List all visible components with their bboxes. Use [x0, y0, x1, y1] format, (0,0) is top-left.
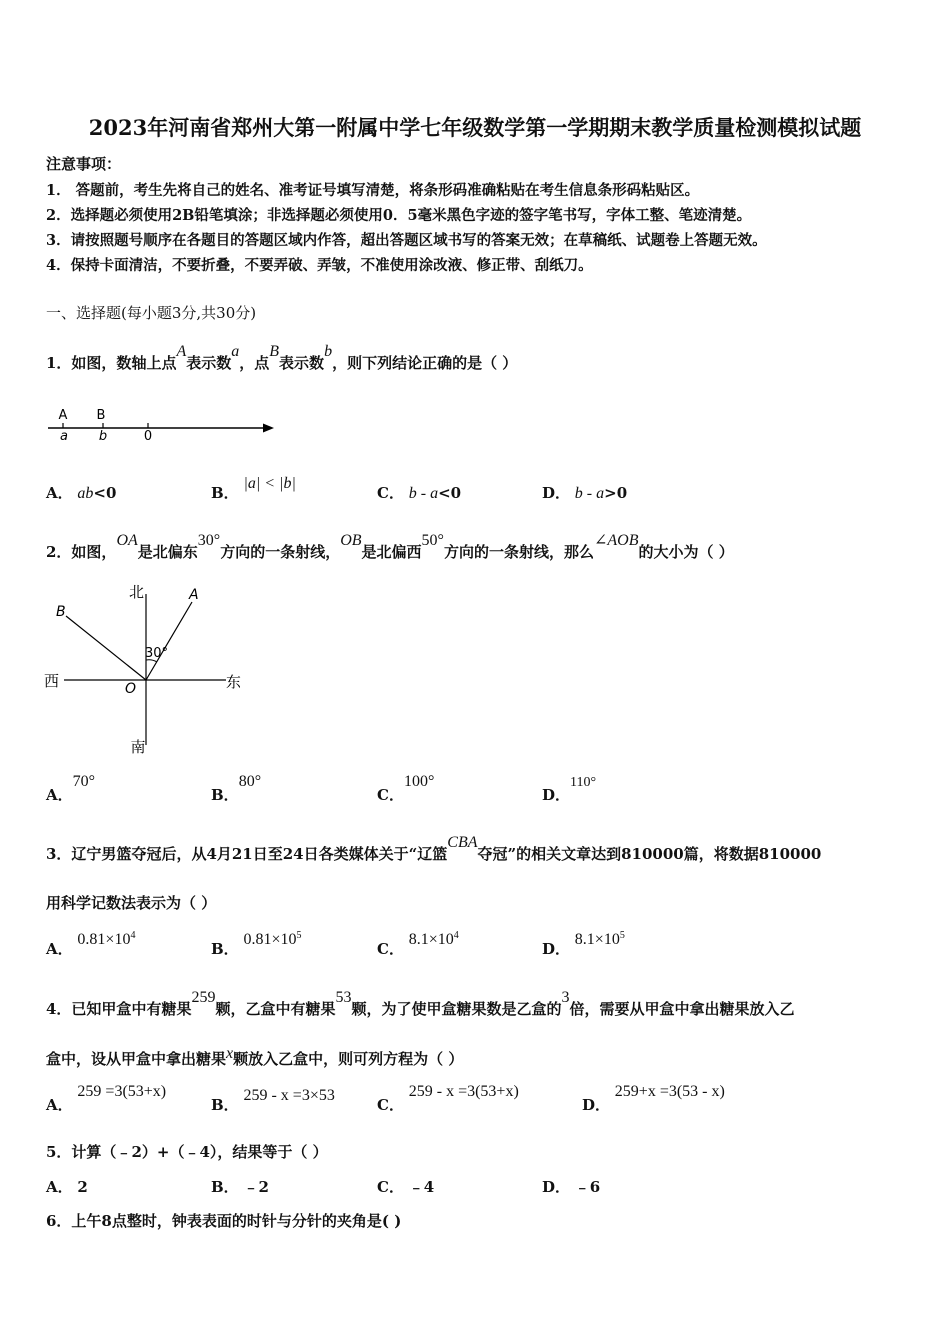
- notes-heading: 注意事项：: [46, 155, 122, 173]
- zero-label: 0: [143, 429, 153, 444]
- q3-option-d[interactable]: D． $8.1\times 10^5$: [542, 930, 625, 958]
- q4-n3: 3: [561, 989, 570, 1006]
- q5-option-c[interactable]: C． ﹣4: [377, 1178, 435, 1196]
- origin-O-label: O: [125, 681, 137, 697]
- south-label: 南: [130, 738, 146, 756]
- q4-option-a[interactable]: A． 259 =3(53+x): [46, 1083, 167, 1114]
- page-title: 2023年河南省郑州大第一附属中学七年级数学第一学期期末教学质量检测模拟试题: [88, 115, 862, 140]
- q1-text: ，点: [239, 354, 270, 372]
- q3-option-a[interactable]: A． $0.81\times 10^4$: [46, 930, 136, 958]
- q5-option-d[interactable]: D． ﹣6: [542, 1178, 601, 1196]
- q2-option-b[interactable]: B．80°: [211, 773, 262, 804]
- q4-n1: 259: [191, 989, 216, 1006]
- number-line-figure: [44, 400, 284, 448]
- q4-x: x: [226, 1045, 234, 1062]
- ray-A-label: A: [189, 587, 199, 603]
- ray-B-label: B: [56, 604, 66, 620]
- q5-option-b[interactable]: B． ﹣2: [211, 1178, 269, 1196]
- q1-option-b[interactable]: B． |a| < |b|: [211, 475, 296, 502]
- q2-deg1: 30°: [197, 532, 221, 549]
- ray-OA: [146, 602, 192, 680]
- q2-text: 的大小为（ ）: [638, 543, 734, 561]
- q4-option-d[interactable]: D． 259+x =3(53 - x): [582, 1083, 725, 1114]
- q4-text: 4．已知甲盒中有糖果: [46, 1000, 192, 1018]
- angle-label: 30°: [145, 646, 169, 661]
- question-2: [46, 532, 734, 562]
- q4-option-b[interactable]: B． 259 - x =3×53: [211, 1087, 335, 1114]
- q2-angle: ∠AOB: [593, 532, 639, 549]
- q4-n2: 53: [335, 989, 352, 1006]
- q2-text: 是北偏西: [361, 543, 422, 561]
- q5-option-a[interactable]: A． 2: [46, 1178, 88, 1196]
- q3-option-b[interactable]: B． $0.81\times 10^5$: [211, 930, 302, 958]
- q1-var-A: A: [176, 343, 187, 360]
- q2-option-d[interactable]: D．110°: [542, 775, 597, 804]
- compass-figure: [40, 580, 260, 758]
- q2-text: 方向的一条射线，那么: [443, 543, 594, 561]
- q4-text: 盒中，设从甲盒中拿出糖果: [46, 1050, 227, 1068]
- q1-text: 表示数: [186, 354, 232, 372]
- question-4-line2: [46, 1045, 464, 1069]
- q3-cba: CBA: [447, 834, 478, 851]
- q1-option-c[interactable]: C． b - a<0: [377, 484, 462, 502]
- note-item: 2．选择题必须使用2B铅笔填涂；非选择题必须使用0．5毫米黑色字迹的签字笔书写，字体工整、笔迹清楚。: [46, 207, 752, 224]
- number-line-arrow: [263, 424, 274, 433]
- q2-text: 方向的一条射线，: [220, 543, 341, 561]
- q4-option-c[interactable]: C． 259 - x =3(53+x): [377, 1083, 519, 1114]
- q1-text: 1．如图，数轴上点: [46, 354, 177, 372]
- note-item: 3．请按照题号顺序在各题目的答题区域内作答，超出答题区域书写的答案无效；在草稿纸、试题卷上答题无效。: [46, 232, 767, 249]
- question-3: [46, 834, 822, 864]
- q2-text: 是北偏东: [137, 543, 198, 561]
- value-b-label: b: [98, 429, 108, 444]
- question-4: [46, 989, 795, 1019]
- q3-text: 3．辽宁男篮夺冠后，从4月21日至24日各类媒体关于“辽篮: [46, 845, 448, 863]
- q1-text: ，则下列结论正确的是（ ）: [332, 354, 518, 372]
- q3-option-c[interactable]: C． $8.1\times 10^4$: [377, 930, 459, 958]
- value-a-label: a: [60, 429, 68, 444]
- point-B-label: B: [96, 408, 106, 423]
- q2-option-c[interactable]: C．100°: [377, 773, 435, 804]
- q1-var-B: B: [269, 343, 280, 360]
- q1-text: 表示数: [279, 354, 325, 372]
- q1-var-b: b: [324, 343, 333, 360]
- east-label: 东: [226, 673, 242, 691]
- q3-text: 夺冠”的相关文章达到810000篇，将数据810000: [477, 845, 822, 863]
- question-5: 5．计算（﹣2）+（﹣4），结果等于（ ）: [46, 1143, 328, 1161]
- note-item: 1． 答题前，考生先将自己的姓名、准考证号填写清楚，将条形码准确粘贴在考生信息条形码粘贴区。: [46, 182, 700, 199]
- q4-text: 颗，乙盒中有糖果: [215, 1000, 336, 1018]
- point-A-label: A: [58, 408, 68, 423]
- note-item: 4．保持卡面清洁，不要折叠，不要弄破、弄皱，不准使用涂改液、修正带、刮纸刀。: [46, 257, 593, 274]
- question-1: [46, 343, 518, 373]
- section-heading: 一、选择题(每小题3分,共30分): [46, 304, 257, 322]
- q1-option-a[interactable]: A． ab<0: [46, 484, 117, 502]
- q2-OB: OB: [340, 532, 362, 549]
- q4-text: 颗放入乙盒中，则可列方程为（ ）: [233, 1050, 464, 1068]
- ray-OB: [66, 616, 146, 680]
- q1-option-d[interactable]: D． b - a>0: [542, 484, 628, 502]
- q2-deg2: 50°: [421, 532, 444, 549]
- q2-text: 2．如图，: [46, 543, 117, 561]
- q2-OA: OA: [116, 532, 138, 549]
- q2-option-a[interactable]: A．70°: [46, 773, 96, 804]
- question-3-line2: 用科学记数法表示为（ ）: [46, 894, 217, 912]
- question-6: 6．上午8点整时，钟表表面的时针与分针的夹角是( ): [46, 1212, 402, 1230]
- q1-var-a: a: [231, 343, 240, 360]
- q4-text: 颗，为了使甲盒糖果数是乙盒的: [351, 1000, 562, 1018]
- north-label: 北: [128, 583, 144, 601]
- q4-text: 倍，需要从甲盒中拿出糖果放入乙: [569, 1000, 795, 1018]
- west-label: 西: [44, 672, 60, 690]
